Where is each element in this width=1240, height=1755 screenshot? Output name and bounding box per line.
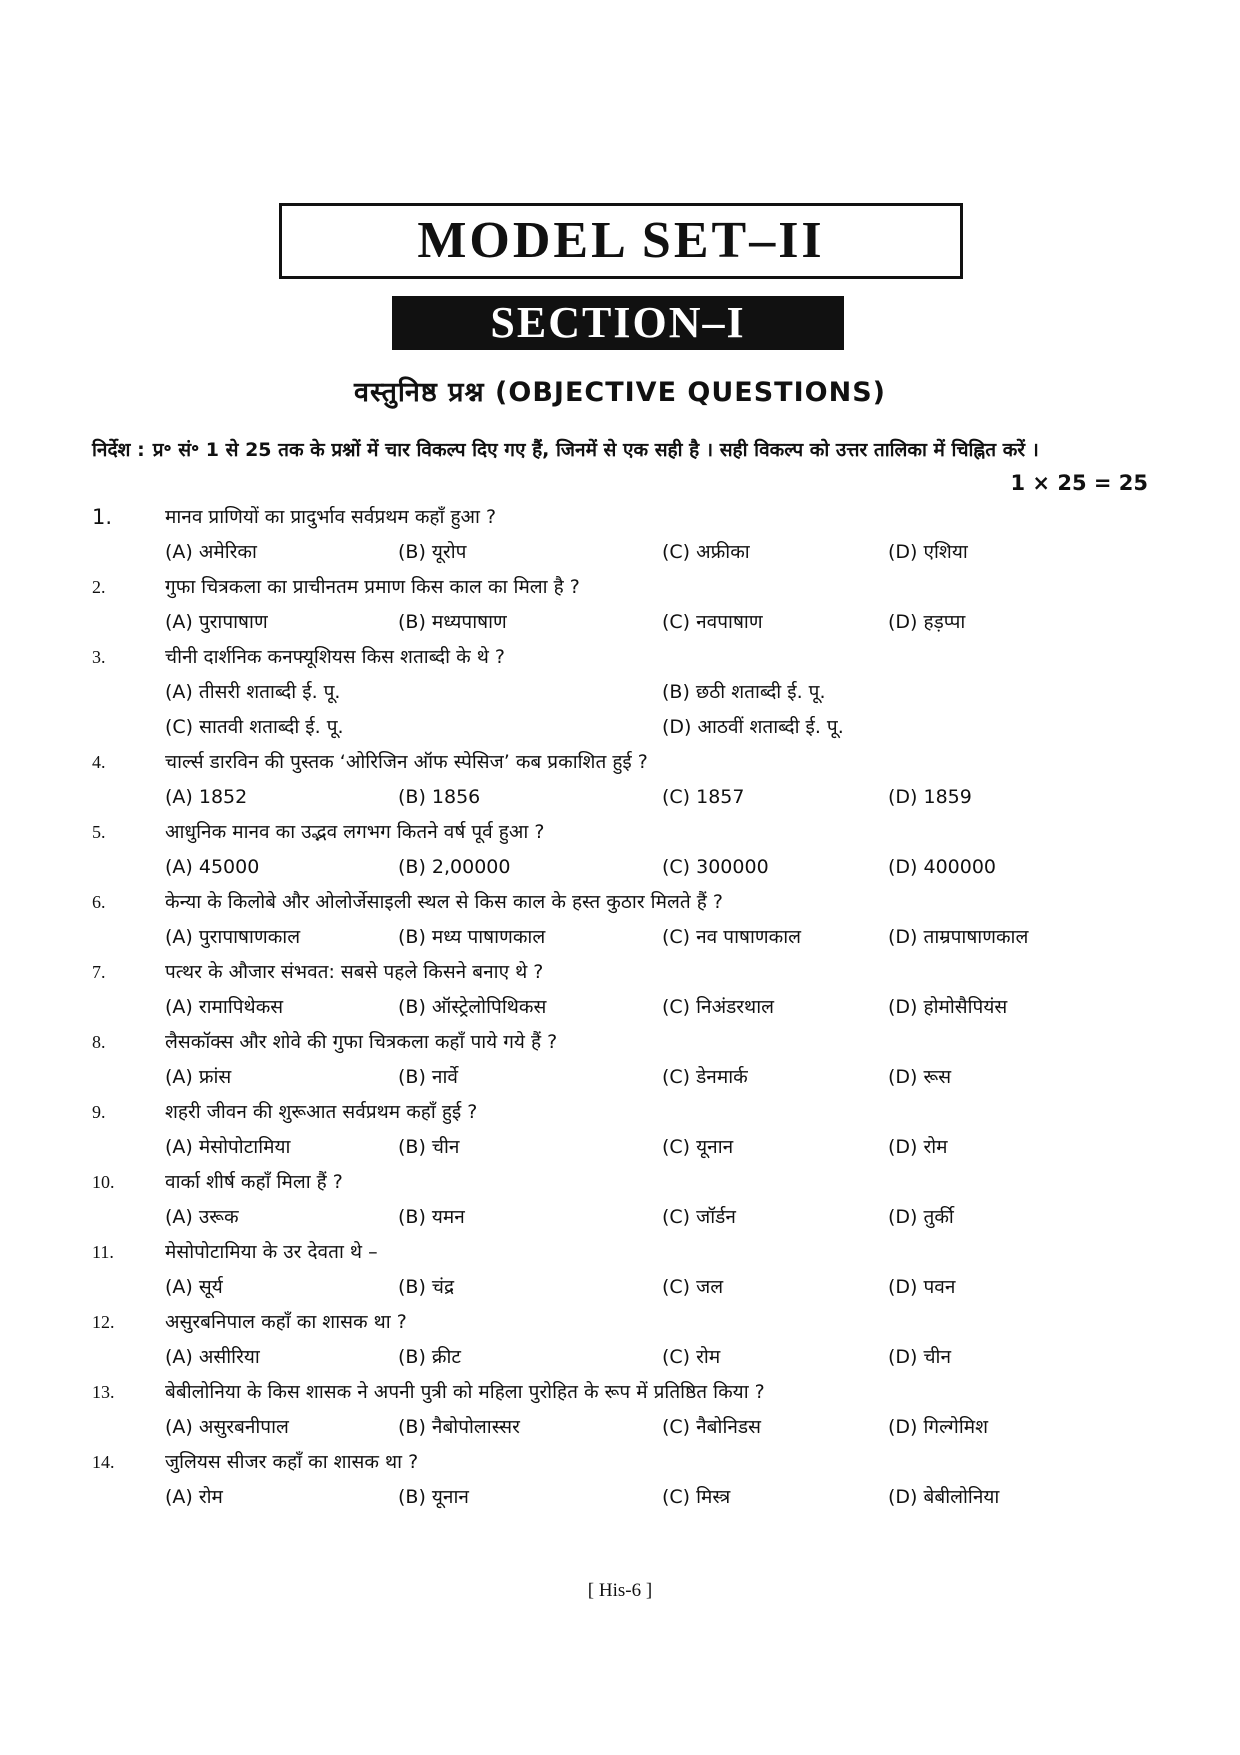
question-item bbox=[92, 1305, 1152, 1375]
option-row bbox=[165, 780, 1145, 814]
answer-option: (C) रोम bbox=[662, 1346, 721, 1368]
answer-option: (C) निअंडरथाल bbox=[662, 996, 774, 1018]
answer-option: (B) यूनान bbox=[398, 1486, 469, 1508]
option-row bbox=[165, 605, 1145, 639]
question-text: केन्या के किलोबे और ओलोर्जेसाइली स्थल से किस काल के हस्त कुठार मिलते हैं ? bbox=[165, 891, 723, 913]
question-number: 3. bbox=[92, 647, 106, 667]
option-row bbox=[165, 1270, 1145, 1304]
question-text: वार्का शीर्ष कहाँ मिला हैं ? bbox=[165, 1171, 343, 1193]
answer-option: (C) यूनान bbox=[662, 1136, 734, 1158]
answer-option: (A) अमेरिका bbox=[165, 541, 257, 563]
answer-option: (D) रोम bbox=[888, 1136, 948, 1158]
question-number: 11. bbox=[92, 1242, 114, 1262]
answer-option: (D) होमोसैपियंस bbox=[888, 996, 1008, 1018]
question-number: 2. bbox=[92, 577, 106, 597]
answer-option: (B) क्रीट bbox=[398, 1346, 461, 1368]
question-number: 5. bbox=[92, 822, 106, 842]
option-row bbox=[165, 920, 1145, 954]
objective-questions-subtitle: वस्तुनिष्ठ प्रश्न (OBJECTIVE QUESTIONS) bbox=[354, 377, 886, 408]
question-number: 10. bbox=[92, 1172, 115, 1192]
question-item bbox=[92, 640, 1152, 745]
question-text: जुलियस सीजर कहाँ का शासक था ? bbox=[165, 1451, 419, 1473]
answer-option: (A) 1852 bbox=[165, 786, 248, 808]
answer-option: (D) एशिया bbox=[888, 541, 968, 563]
answer-option: (A) फ्रांस bbox=[165, 1066, 232, 1088]
answer-option: (D) बेबीलोनिया bbox=[888, 1486, 1000, 1508]
answer-option: (D) आठवीं शताब्दी ई. पू. bbox=[662, 716, 844, 738]
question-number: 14. bbox=[92, 1452, 115, 1472]
answer-option: (D) गिल्गेमिश bbox=[888, 1416, 989, 1438]
question-number: 13. bbox=[92, 1382, 115, 1402]
question-text: चीनी दार्शनिक कनफ्यूशियस किस शताब्दी के थे ? bbox=[165, 646, 505, 668]
answer-option: (C) जॉर्डन bbox=[662, 1206, 736, 1228]
answer-option: (C) सातवी शताब्दी ई. पू. bbox=[165, 716, 344, 738]
answer-option: (B) ऑस्ट्रेलोपिथिकस bbox=[398, 996, 547, 1018]
answer-option: (D) 400000 bbox=[888, 856, 997, 878]
answer-option: (A) रोम bbox=[165, 1486, 223, 1508]
answer-option: (D) 1859 bbox=[888, 786, 972, 808]
question-item bbox=[92, 1235, 1152, 1305]
question-item bbox=[92, 745, 1152, 815]
question-text: मेसोपोटामिया के उर देवता थे – bbox=[165, 1241, 378, 1263]
option-row bbox=[165, 850, 1145, 884]
answer-option: (B) मध्य पाषाणकाल bbox=[398, 926, 546, 948]
option-row bbox=[165, 535, 1145, 569]
question-number: 7. bbox=[92, 962, 106, 982]
answer-option: (B) यमन bbox=[398, 1206, 465, 1228]
option-row bbox=[165, 675, 1145, 709]
answer-option: (C) अफ्रीका bbox=[662, 541, 750, 563]
question-item bbox=[92, 1165, 1152, 1235]
marks-info: 1 × 25 = 25 bbox=[1010, 471, 1148, 495]
answer-option: (C) नव पाषाणकाल bbox=[662, 926, 802, 948]
answer-option: (B) नार्वे bbox=[398, 1066, 458, 1088]
question-text: गुफा चित्रकला का प्राचीनतम प्रमाण किस काल का मिला है ? bbox=[165, 576, 580, 598]
question-number: 1. bbox=[92, 505, 113, 529]
answer-option: (A) सूर्य bbox=[165, 1276, 223, 1298]
page-footer: [ His-6 ] bbox=[587, 1580, 653, 1601]
answer-option: (C) जल bbox=[662, 1276, 724, 1298]
question-text: मानव प्राणियों का प्रादुर्भाव सर्वप्रथम कहाँ हुआ ? bbox=[165, 506, 497, 528]
answer-option: (D) ताम्रपाषाणकाल bbox=[888, 926, 1029, 948]
question-item bbox=[92, 955, 1152, 1025]
answer-option: (D) रूस bbox=[888, 1066, 952, 1088]
option-row bbox=[165, 1410, 1145, 1444]
answer-option: (B) चंद्र bbox=[398, 1276, 455, 1298]
answer-option: (C) 1857 bbox=[662, 786, 745, 808]
question-item bbox=[92, 815, 1152, 885]
question-number: 9. bbox=[92, 1102, 106, 1122]
answer-option: (A) पुरापाषाण bbox=[165, 611, 268, 633]
answer-option: (C) नवपाषाण bbox=[662, 611, 763, 633]
question-text: लैसकॉक्स और शोवे की गुफा चित्रकला कहाँ पाये गये हैं ? bbox=[165, 1031, 558, 1053]
option-row bbox=[165, 1130, 1145, 1164]
answer-option: (B) यूरोप bbox=[398, 541, 467, 563]
answer-option: (D) पवन bbox=[888, 1276, 956, 1298]
question-item bbox=[92, 1025, 1152, 1095]
option-row bbox=[165, 1060, 1145, 1094]
question-text: चार्ल्स डारविन की पुस्तक ‘ओरिजिन ऑफ स्पेसिज’ कब प्रकाशित हुई ? bbox=[165, 751, 648, 773]
option-row bbox=[165, 1200, 1145, 1234]
instructions bbox=[92, 434, 1148, 495]
question-text: शहरी जीवन की शुरूआत सर्वप्रथम कहाँ हुई ? bbox=[165, 1101, 478, 1123]
question-number: 6. bbox=[92, 892, 106, 912]
answer-option: (A) मेसोपोटामिया bbox=[165, 1136, 291, 1158]
section-heading: SECTION–I bbox=[392, 296, 844, 350]
instructions-text: प्र॰ सं॰ 1 से 25 तक के प्रश्नों में चार विकल्प दिए गए हैं, जिनमें से एक सही है । सही विकल्प को उत्तर तालिका में चिह्नित करें । bbox=[152, 439, 1039, 461]
answer-option: (C) मिस्त्र bbox=[662, 1486, 731, 1508]
answer-option: (B) चीन bbox=[398, 1136, 460, 1158]
question-number: 12. bbox=[92, 1312, 115, 1332]
answer-option: (A) 45000 bbox=[165, 856, 260, 878]
question-item bbox=[92, 1445, 1152, 1515]
answer-option: (A) असीरिया bbox=[165, 1346, 260, 1368]
answer-option: (B) छठी शताब्दी ई. पू. bbox=[662, 681, 826, 703]
instructions-label: निर्देश : bbox=[92, 439, 145, 461]
answer-option: (B) 1856 bbox=[398, 786, 481, 808]
answer-option: (B) मध्यपाषाण bbox=[398, 611, 507, 633]
answer-option: (C) नैबोनिडस bbox=[662, 1416, 761, 1438]
option-row bbox=[165, 1340, 1145, 1374]
question-item bbox=[92, 570, 1152, 640]
option-row bbox=[165, 990, 1145, 1024]
answer-option: (A) तीसरी शताब्दी ई. पू. bbox=[165, 681, 341, 703]
answer-option: (C) डेनमार्क bbox=[662, 1066, 748, 1088]
answer-option: (A) उरूक bbox=[165, 1206, 239, 1228]
answer-option: (D) चीन bbox=[888, 1346, 952, 1368]
question-item bbox=[92, 1375, 1152, 1445]
option-row bbox=[165, 1480, 1145, 1514]
answer-option: (D) तुर्की bbox=[888, 1206, 954, 1228]
question-number: 4. bbox=[92, 752, 106, 772]
question-item bbox=[92, 1095, 1152, 1165]
question-text: असुरबनिपाल कहाँ का शासक था ? bbox=[165, 1311, 407, 1333]
question-item bbox=[92, 500, 1152, 570]
model-set-title: MODEL SET–II bbox=[279, 203, 963, 279]
answer-option: (A) रामापिथेकस bbox=[165, 996, 284, 1018]
answer-option: (A) पुरापाषाणकाल bbox=[165, 926, 301, 948]
question-text: पत्थर के औजार संभवत: सबसे पहले किसने बनाए थे ? bbox=[165, 961, 544, 983]
answer-option: (A) असुरबनीपाल bbox=[165, 1416, 289, 1438]
question-list bbox=[92, 500, 1152, 1515]
question-number: 8. bbox=[92, 1032, 106, 1052]
answer-option: (C) 300000 bbox=[662, 856, 769, 878]
question-text: आधुनिक मानव का उद्भव लगभग कितने वर्ष पूर्व हुआ ? bbox=[165, 821, 545, 843]
option-row bbox=[165, 710, 1145, 744]
answer-option: (B) 2,00000 bbox=[398, 856, 511, 878]
answer-option: (D) हड़प्पा bbox=[888, 611, 966, 633]
answer-option: (B) नैबोपोलास्सर bbox=[398, 1416, 520, 1438]
question-text: बेबीलोनिया के किस शासक ने अपनी पुत्री को महिला पुरोहित के रूप में प्रतिष्ठित किया ? bbox=[165, 1381, 765, 1403]
question-item bbox=[92, 885, 1152, 955]
